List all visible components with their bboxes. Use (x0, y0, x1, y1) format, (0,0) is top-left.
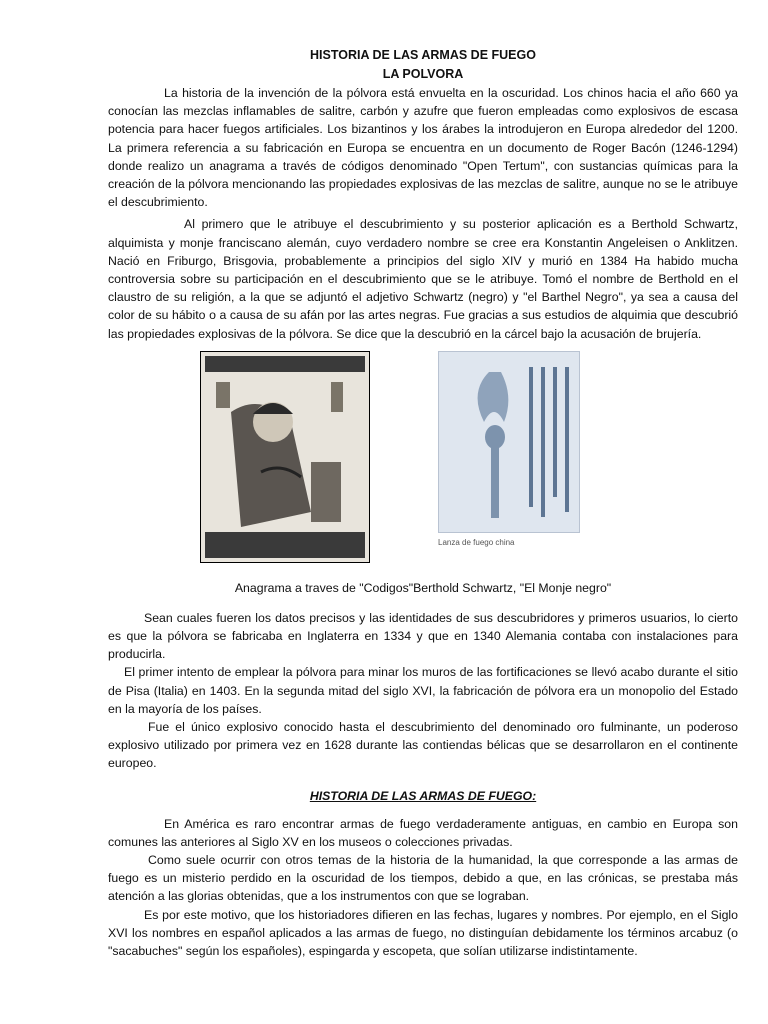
paragraph-1: La historia de la invención de la pólvora está envuelta en la oscuridad. Los chinos hacia el año 660 ya conocían las mezclas inflamables de salitre, carbón y azufre que fueron empleadas como explosivos de escasa potencia para hacer fuegos artificiales. Los bizantinos y los árabes la introdujeron en Europa alrededor del 1200. La primera referencia a su fabricación en Europa se encuentra en un documento de Roger Bacón (1246-1294) donde realizo un anagrama a través de códigos denominado "Open Tertum", con sustancias químicas para la creación de la pólvora mencionando las propiedades explosivas de las mezclas de salitre, aunque no se le atribuye el descubrimiento. (108, 86, 738, 210)
paragraph-5: Fue el único explosivo conocido hasta el descubrimiento del denominado oro fulminante, un poderoso explosivo utilizado por primera vez en 1628 durante las contiendas bélicas que se desarrollaron en el continente europeo. (108, 720, 738, 771)
document-title: HISTORIA DE LAS ARMAS DE FUEGO (310, 48, 536, 62)
paragraph-4: El primer intento de emplear la pólvora para minar los muros de las fortificaciones se llevó acabo durante el sitio de Pisa (Italia) en 1403. En la segunda mitad del siglo XVI, la fabricación de pólvora era un monopolio del Estado en la mayoría de los países. (108, 665, 738, 716)
section-2-title: HISTORIA DE LAS ARMAS DE FUEGO: (309, 788, 537, 803)
document-subtitle: LA POLVORA (382, 67, 464, 81)
engraving-monk-image (200, 351, 370, 563)
figures-row (108, 351, 738, 561)
fire-lance-illustration (439, 352, 579, 532)
fire-lance-image (438, 351, 580, 533)
engraving-illustration (201, 352, 369, 562)
figure-label: Anagrama a traves de "Codigos"Berthold Schwartz, "El Monje negro" (234, 580, 612, 595)
paragraph-3: Sean cuales fueren los datos precisos y las identidades de sus descubridores y primeros usuarios, lo cierto es que la pólvora se fabricaba en Inglaterra en 1334 y que en 1340 Alemania contaba con instalaciones para producirla. (108, 610, 738, 662)
fire-lance-caption: Lanza de fuego china (438, 537, 515, 547)
paragraph-7: Como suele ocurrir con otros temas de la historia de la humanidad, la que corresponde a las armas de fuego es un misterio perdido en la oscuridad de los tiempos, debido a que, en las crónicas, se prestaba más atención a las glorias obtenidas, que a los instrumentos con que se lograban. (108, 853, 738, 904)
paragraph-2: Al primero que le atribuye el descubrimiento y su posterior aplicación es a Berthold Schwartz, alquimista y monje franciscano alemán, cuyo verdadero nombre se cree era Konstantin Angeleisen o Anklitzen. Nació en Friburgo, Brisgovia, probablemente a principios del siglo XIV y murió en 1384 Ha habido mucha controversia sobre su participación en el descubrimiento que se le atribuye. Tomó el nombre de Berthold en el claustro de su religión, a la que se adjuntó el adjetivo Schwartz (negro) y "el Barthel Negro", ya sea a causa del color de su hábito o a causa de su afán por las artes negras. Fue gracias a sus estudios de alquimia que descubrió las propiedades explosivas de la pólvora. Se dice que la descubrió en la cárcel bajo la acusación de brujería. (108, 217, 738, 341)
paragraph-8: Es por este motivo, que los historiadores difieren en las fechas, lugares y nombres. Por ejemplo, en el Siglo XVI los nombres en español aplicados a las armas de fuego, no distinguían debidamente los términos arcabuz (o "sacabuches" según los españoles), espingarda y escopeta, que solían utilizarse indistintamente. (108, 907, 738, 959)
document-page (108, 46, 738, 960)
paragraph-6: En América es raro encontrar armas de fuego verdaderamente antiguas, en cambio en Europa son comunes las anteriores al Siglo XV en los museos o colecciones privadas. (108, 816, 738, 849)
